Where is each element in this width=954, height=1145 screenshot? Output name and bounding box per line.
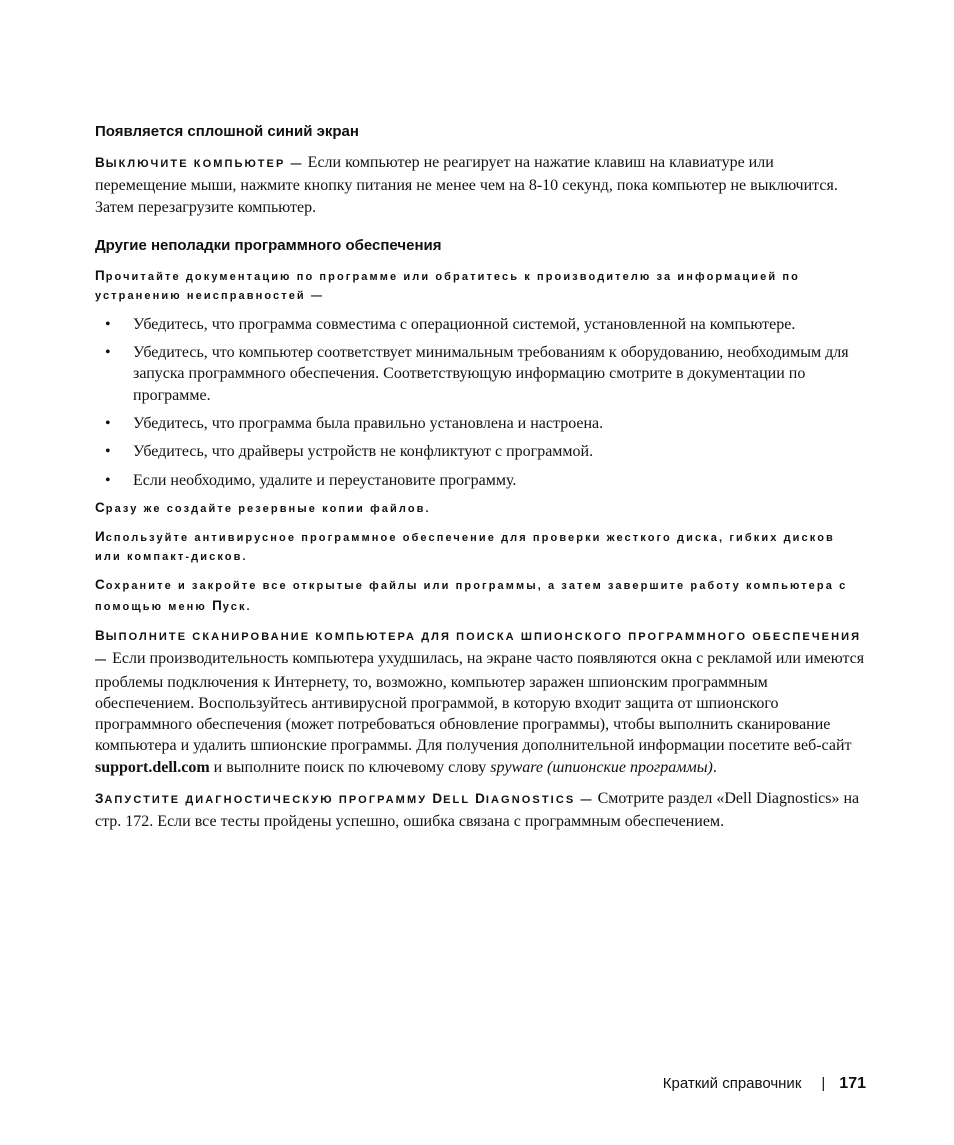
heading-save-close: Сохраните и закройте все открытые файлы или программы, а затем завершите работу компьютера с помощью меню Пуск.	[95, 576, 848, 613]
bullet-icon: •	[105, 471, 111, 489]
heading-backup: Сразу же создайте резервные копии файлов.	[95, 499, 431, 515]
heading-antivirus: Используйте антивирусное программное обеспечение для проверки жесткого диска, гибких дисков или компакт-дисков.	[95, 528, 835, 563]
heading-read-docs: Прочитайте документацию по программе или обратитесь к производителю за информацией по устранению неисправностей —	[95, 267, 800, 302]
paragraph-spyware: ВЫПОЛНИТЕ СКАНИРОВАНИЕ КОМПЬЮТЕРА ДЛЯ ПОИСКА ШПИОНСКОГО ПРОГРАММНОГО ОБЕСПЕЧЕНИЯ — Если производительность компьютера ухудшилась, на экране часто появляются окна с рекламой или имеются проблемы подключения к Интернету, то, возможно, компьютер заражен шпионским программным обеспечением. Воспользуйтесь антивирусной программой, в которую входит защита от шпионского программного обеспечения (может потребоваться обновление программы), чтобы выполнить сканирование компьютера и удалить шпионские программы. Для получения дополнительной информации посетите веб-сайт support.dell.com и выполните поиск по ключевому слову spyware (шпионские программы).	[95, 627, 865, 776]
page-footer	[0, 1074, 866, 1094]
section-title-other-software: Другие неполадки программного обеспечения	[95, 236, 442, 254]
lead-heading-power-off: ВЫКЛЮЧИТЕ КОМПЬЮТЕР —	[95, 155, 304, 170]
list-item: • Если необходимо, удалите и переустановите программу.	[95, 470, 865, 491]
section-title-blue-screen: Появляется сплошной синий экран	[95, 123, 359, 140]
footer-separator: |	[821, 1075, 826, 1092]
list-item: • Убедитесь, что программа совместима с операционной системой, установленной на компьютере.	[95, 314, 865, 335]
bullet-icon: •	[105, 344, 111, 362]
footer-label: Краткий справочник	[662, 1075, 802, 1092]
list-item: • Убедитесь, что программа была правильно установлена и настроена.	[95, 413, 865, 434]
section-other-software	[95, 236, 865, 833]
bullet-icon: •	[105, 415, 111, 433]
keyword-spyware: spyware (шпионские программы)	[490, 758, 713, 776]
paragraph-power-off: ВЫКЛЮЧИТЕ КОМПЬЮТЕР — Если компьютер не реагирует на нажатие клавиш на клавиатуре или перемещение мыши, нажмите кнопку питания не менее чем на 8-10 секунд, пока компьютер не выключится. Затем перезагрузите компьютер.	[95, 154, 838, 216]
bullet-icon: •	[105, 315, 111, 333]
bullet-list	[95, 314, 865, 491]
page-number: 171	[839, 1075, 866, 1092]
list-item: • Убедитесь, что компьютер соответствует минимальным требованиям к оборудованию, необходимым для запуска программного обеспечения. Соответствующую информацию смотрите в документации по программе.	[105, 344, 849, 404]
paragraph-diagnostics: ЗАПУСТИТЕ ДИАГНОСТИЧЕСКУЮ ПРОГРАММУ DELL DIAGNOSTICS — Смотрите раздел «Dell Diagnostics» на стр. 172. Если все тесты пройдены успешно, ошибка связана с программным обеспечением.	[95, 790, 860, 831]
page-content	[95, 122, 865, 843]
lead-heading-diagnostics: ЗАПУСТИТЕ ДИАГНОСТИЧЕСКУЮ ПРОГРАММУ DELL DIAGNOSTICS —	[95, 791, 594, 807]
lead-heading-spyware: ВЫПОЛНИТЕ СКАНИРОВАНИЕ КОМПЬЮТЕРА ДЛЯ ПОИСКА ШПИОНСКОГО ПРОГРАММНОГО ОБЕСПЕЧЕНИЯ —	[95, 627, 862, 667]
bullet-icon: •	[105, 443, 111, 461]
support-link[interactable]: support.dell.com	[95, 758, 210, 776]
list-item: • Убедитесь, что драйверы устройств не конфликтуют с программой.	[95, 441, 865, 462]
